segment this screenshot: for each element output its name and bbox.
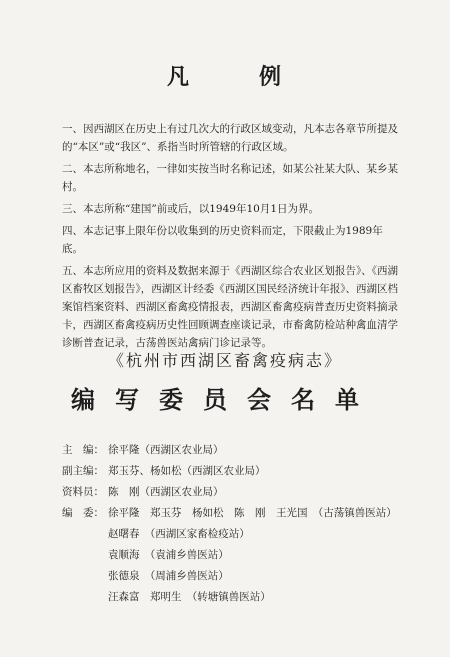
- notes-list: [62, 120, 402, 356]
- committee-row-board-cont: [62, 587, 422, 608]
- committee-row-board-cont: [62, 524, 422, 545]
- committee-row-board-cont: [62, 566, 422, 587]
- notes-title: [0, 60, 450, 91]
- committee-heading: 编写委员会名单: [71, 385, 379, 414]
- member-text: 徐平隆（西湖区农业局）: [108, 444, 224, 456]
- member-text: 陈 刚（西湖区农业局）: [108, 486, 224, 498]
- committee-row-deputy-editor: [62, 461, 422, 482]
- role-label: 资料员：: [62, 486, 104, 498]
- member-text: 赵曙春 （西湖区家畜检疫站）: [108, 528, 250, 540]
- committee-row-archivist: [62, 482, 422, 503]
- committee-list: [62, 440, 422, 608]
- committee-row-board: [62, 503, 422, 524]
- role-label: 副主编：: [62, 465, 104, 477]
- note-item-1: 一、因西湖区在历史上有过几次大的行政区域变动，凡本志各章节所提及的“本区”或“我区”、系指当时所管辖的行政区域。: [62, 123, 398, 153]
- member-text: 汪森富 郑明生 （转塘镇兽医站）: [108, 591, 271, 603]
- member-text: 郑玉芬、杨如松（西湖区农业局）: [108, 465, 266, 477]
- member-text: 张德泉 （周浦乡兽医站）: [108, 570, 229, 582]
- note-item-3: 三、本志所称“建国”前或后，以1949年10月1日为界。: [62, 203, 319, 215]
- notes-title-char-1: 凡: [166, 64, 191, 90]
- member-text: 袁顺海 （袁浦乡兽医站）: [108, 549, 229, 561]
- note-item-5: 五、本志所应用的资料及数据来源于《西湖区综合农业区划报告》、《西湖区畜牧区划报告》，西湖区计经委《西湖区国民经济统计年报》、西湖区档案馆档案资料、西湖区畜禽疫情报表，西湖区畜禽疫病普查历史资料摘录卡，西湖区畜禽疫病历史性回顾调查座谈记录，市畜禽防检站种禽血清学诊断普查记录，古荡兽医站禽病门诊记录等。: [62, 265, 398, 349]
- note-item-4: 四、本志记事上限年份以收集到的历史资料而定，下限截止为1989年底。: [62, 225, 383, 255]
- role-label: 编 委：: [62, 507, 104, 519]
- committee-row-editor: [62, 440, 422, 461]
- role-label: 主 编：: [62, 444, 104, 456]
- book-title: 《杭州市西湖区畜禽疫病志》: [107, 351, 342, 370]
- committee-row-board-cont: [62, 545, 422, 566]
- member-text: 徐平隆 郑玉芬 杨如松 陈 刚 王光国 （古荡镇兽医站）: [108, 507, 397, 519]
- note-item-2: 二、本志所称地名，一律如实按当时名称记述，如某公社某大队、某乡某村。: [62, 163, 398, 193]
- notes-title-char-2: 例: [259, 64, 284, 90]
